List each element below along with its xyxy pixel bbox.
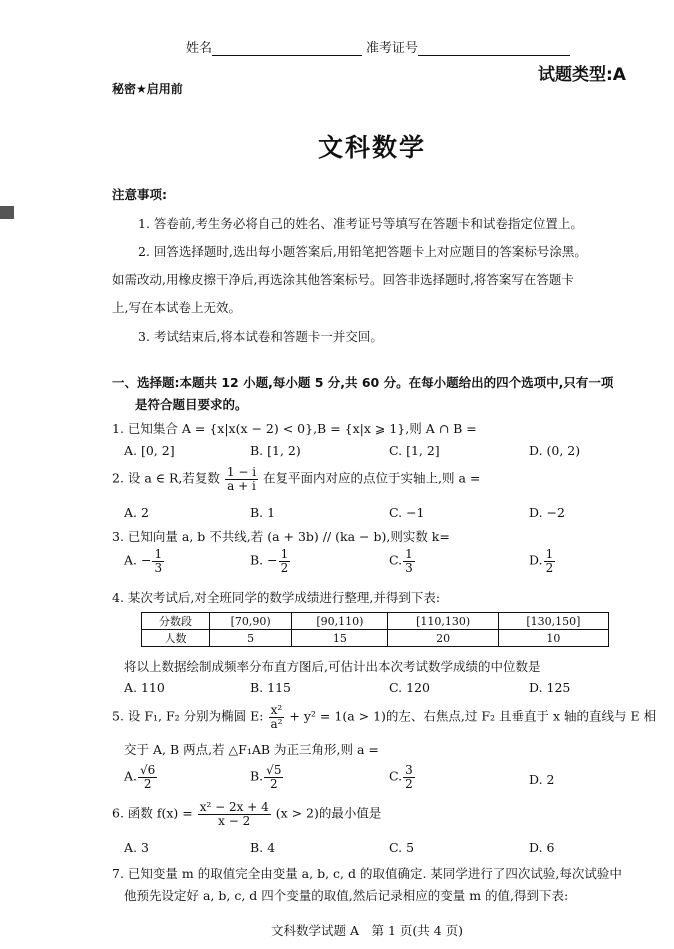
q6-numerator: x² − 2x + 4 [199,800,269,814]
q5-option-b [250,764,284,790]
q3-a-fraction [152,548,164,574]
q2-numerator: 1 − i [226,465,257,479]
question-5-cont: 交于 A, B 两点,若 △F₁AB 为正三角形,则 a = [124,742,379,757]
q3-b-num: 1 [280,547,289,561]
q6-text-pre: 6. 函数 f(x) = [112,805,193,821]
table-cell: 20 [388,630,498,647]
q3-c-label: C. [389,552,403,568]
q1-option-a: A. [0, 2] [124,443,175,458]
q2-denominator: a + i [227,478,256,493]
score-table [141,612,609,647]
table-cell: 15 [292,630,388,647]
q2-option-a: A. 2 [124,505,149,520]
question-7: 7. 已知变量 m 的取值完全由变量 a, b, c, d 的取值确定. 某同学进行了四次试验,每次试验中 [112,866,622,881]
q5-c-den: 2 [405,776,413,791]
q5-b-num: √5 [266,763,282,777]
q3-d-label: D. [529,552,543,568]
exam-number-field [366,37,570,56]
q2-text-post: 在复平面内对应的点位于实轴上,则 a = [263,470,481,486]
note-item-2-cont2: 上,写在本试卷上无效。 [112,300,241,315]
q1-option-d: D. (0, 2) [529,443,581,458]
page-title: 文科数学 [318,133,427,162]
q3-c-den: 3 [405,560,413,575]
question-1: 1. 已知集合 A = {x|x(x − 2) < 0},B = {x|x ⩾ 1},则 A ∩ B = [112,421,477,436]
note-item-1: 1. 答卷前,考生务必将自己的姓名、准考证号等填写在答题卡和试卷指定位置上。 [138,216,583,231]
note-item-3: 3. 考试结束后,将本试卷和答题卡一并交回。 [138,329,383,344]
q5-a-den: 2 [143,776,152,791]
q3-d-num: 1 [545,547,554,561]
q2-text-pre: 2. 设 a ∈ R,若复数 [112,470,220,486]
score-table-count-row [142,630,609,647]
section-heading: 一、选择题:本题共 12 小题,每小题 5 分,共 60 分。在每小题给出的四个选项中,只有一项 [112,375,614,390]
q5-option-a [124,764,158,790]
q5-numerator: x² [270,703,283,717]
q5-c-fraction [403,764,415,790]
binding-margin-mark [0,206,14,219]
table-cell: 5 [210,630,292,647]
q6-fraction [198,801,271,827]
q5-b-den: 2 [269,776,278,791]
q6-option-a: A. 3 [124,840,149,855]
q5-option-d: D. 2 [529,772,555,787]
q3-option-d [529,548,556,574]
q5-denominator: a² [270,716,283,731]
q6-denominator: x − 2 [218,813,251,828]
confidential-label: 秘密★启用前 [112,82,183,96]
q5-b-label: B. [250,768,264,784]
note-item-2: 2. 回答选择题时,选出每小题答案后,用铅笔把答题卡上对应题目的答案标号涂黑。 [138,244,587,259]
q1-option-c: C. [1, 2] [389,443,440,458]
question-5 [112,704,656,730]
q5-a-fraction [138,764,157,790]
q3-b-den: 2 [280,560,289,575]
q4-option-b: B. 115 [250,680,291,695]
question-4: 4. 某次考试后,对全班同学的数学成绩进行整理,并得到下表: [112,590,441,605]
q2-option-b: B. 1 [250,505,276,520]
q3-d-den: 2 [545,560,554,575]
q3-d-fraction [544,548,556,574]
q4-option-c: C. 120 [389,680,430,695]
exam-number-label: 准考证号 [366,41,419,56]
exam-number-blank [418,41,570,56]
name-field [186,37,362,56]
q4-option-d: D. 125 [529,680,571,695]
name-blank [212,41,362,56]
question-7-cont: 他预先设定好 a, b, c, d 四个变量的取值,然后记录相应的变量 m 的值,得到下表: [124,888,569,903]
q5-fraction [268,704,284,730]
table-cell: [110,130) [388,613,498,630]
q5-a-label: A. [124,768,138,784]
table-cell: 分数段 [142,613,210,630]
exam-type: 试题类型:A [538,65,626,85]
q3-a-den: 3 [154,560,163,575]
q6-option-b: B. 4 [250,840,276,855]
q3-option-c [389,548,416,574]
question-4-cont: 将以上数据绘制成频率分布直方图后,可估计出本次考试数学成绩的中位数是 [124,659,541,674]
q3-c-fraction [403,548,415,574]
question-6 [112,801,381,827]
table-cell: 10 [498,630,608,647]
table-cell: 人数 [142,630,210,647]
q5-a-num: √6 [140,763,156,777]
question-3: 3. 已知向量 a, b 不共线,若 (a + 3b) // (ka − b),则实数 k= [112,529,450,544]
q3-b-label: B. − [250,552,278,568]
q3-option-a [124,548,165,574]
notes-heading: 注意事项: [112,187,167,202]
q2-option-c: C. −1 [389,505,425,520]
q5-b-fraction [264,764,283,790]
q6-text-post: (x > 2)的最小值是 [275,805,382,821]
q1-option-b: B. [1, 2) [250,443,301,458]
q3-a-label: A. − [124,552,152,568]
table-cell: [70,90) [210,613,292,630]
score-table-header-row [142,613,609,630]
table-cell: [90,110) [292,613,388,630]
q5-text-pre: 5. 设 F₁, F₂ 分别为椭圆 E: [112,708,264,724]
name-label: 姓名 [186,41,213,56]
page-footer: 文科数学试题 A 第 1 页(共 4 页) [271,923,464,938]
question-2 [112,466,480,492]
q5-c-label: C. [389,768,403,784]
q6-option-d: D. 6 [529,840,555,855]
q3-b-fraction [279,548,291,574]
q4-option-a: A. 110 [124,680,165,695]
q5-option-c [389,764,416,790]
q5-text-post: + y² = 1(a > 1)的左、右焦点,过 F₂ 且垂直于 x 轴的直线与 E 相 [289,708,657,724]
note-item-2-cont: 如需改动,用橡皮擦干净后,再选涂其他答案标号。回答非选择题时,将答案写在答题卡 [112,272,574,287]
q2-fraction [225,466,258,492]
q3-c-num: 1 [405,547,413,561]
section-heading-cont: 是符合题目要求的。 [135,397,248,412]
q3-a-num: 1 [154,547,163,561]
q5-c-num: 3 [405,763,413,777]
table-cell: [130,150] [498,613,608,630]
q6-option-c: C. 5 [389,840,415,855]
q2-option-d: D. −2 [529,505,565,520]
q3-option-b [250,548,291,574]
